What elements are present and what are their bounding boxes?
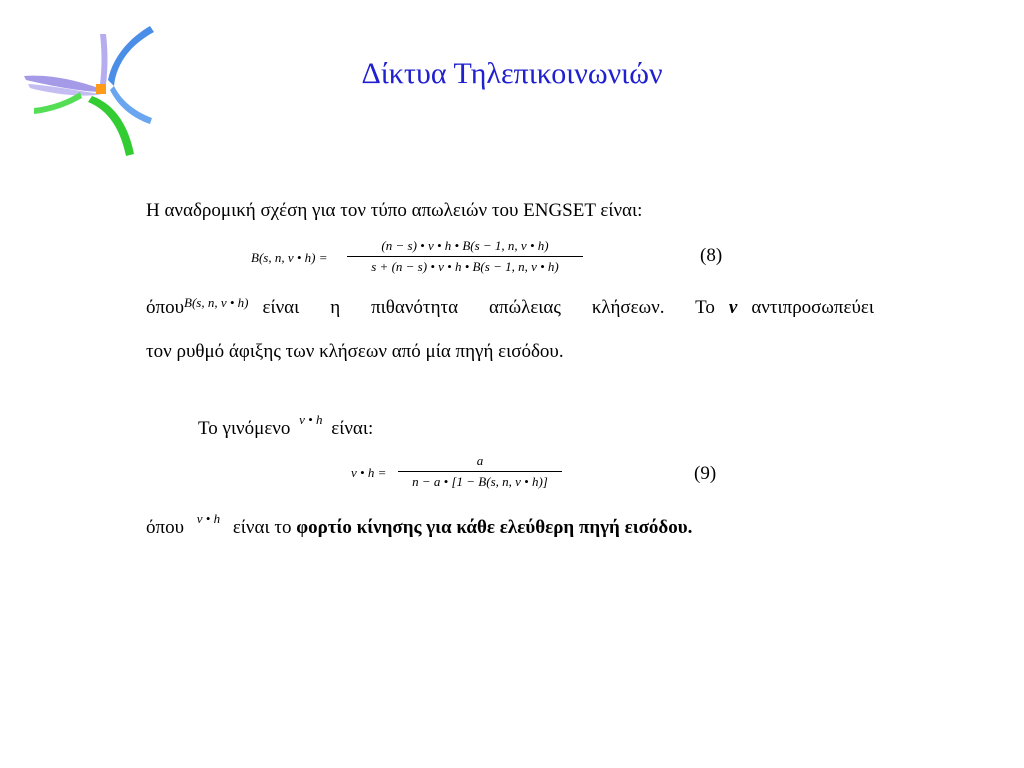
eq9-denominator: n − a • [1 − B(s, n, v • h)] [412, 474, 548, 489]
para1-math: B(s, n, v • h) [184, 295, 249, 310]
eq9-fraction-bar [398, 471, 562, 472]
product-line [198, 412, 374, 441]
eq8-denominator: s + (n − s) • v • h • B(s − 1, n, v • h) [371, 259, 559, 274]
para2-text1: είναι το [232, 517, 292, 538]
para1-line1 [146, 296, 874, 320]
eq9-fraction [398, 453, 562, 490]
eq9-lhs: v • h = [351, 465, 387, 480]
para2-word-opou: όπου [146, 517, 184, 538]
para2-bold-text: φορτίο κίνησης για κάθε ελεύθερη πηγή εισόδου. [296, 517, 693, 538]
para1-var-v: v [728, 297, 738, 318]
intro-text: Η αναδρομική σχέση για τον τύπο απωλειών του ENGSET είναι: [146, 200, 643, 221]
para1-text2: αντιπροσωπεύει [751, 297, 874, 318]
page-title: Δίκτυα Τηλεπικοινωνιών [361, 57, 663, 90]
para1-word-opou: όπου [146, 297, 184, 318]
eq9-numerator: a [476, 453, 484, 468]
product-text2: είναι: [331, 418, 374, 439]
logo-green-arc-2 [34, 92, 82, 114]
para1-line2: τον ρυθμό άφιξης των κλήσεων από μία πηγή εισόδου. [146, 341, 564, 362]
eq8-lhs: B(s, n, v • h) = [251, 250, 328, 265]
eq8-fraction [347, 238, 583, 275]
para1-text1: είναι η πιθανότητα απώλειας κλήσεων. Το [262, 297, 715, 318]
eq8-numerator: (n − s) • v • h • B(s − 1, n, v • h) [381, 238, 549, 253]
para2-math: v • h [196, 511, 221, 526]
eq9-number: (9) [694, 463, 717, 484]
product-math: v • h [299, 412, 323, 427]
eq8-number: (8) [700, 245, 723, 266]
eq8-fraction-bar [347, 256, 583, 257]
product-text1: Το γινόμενο [198, 418, 291, 439]
para2 [146, 511, 693, 540]
